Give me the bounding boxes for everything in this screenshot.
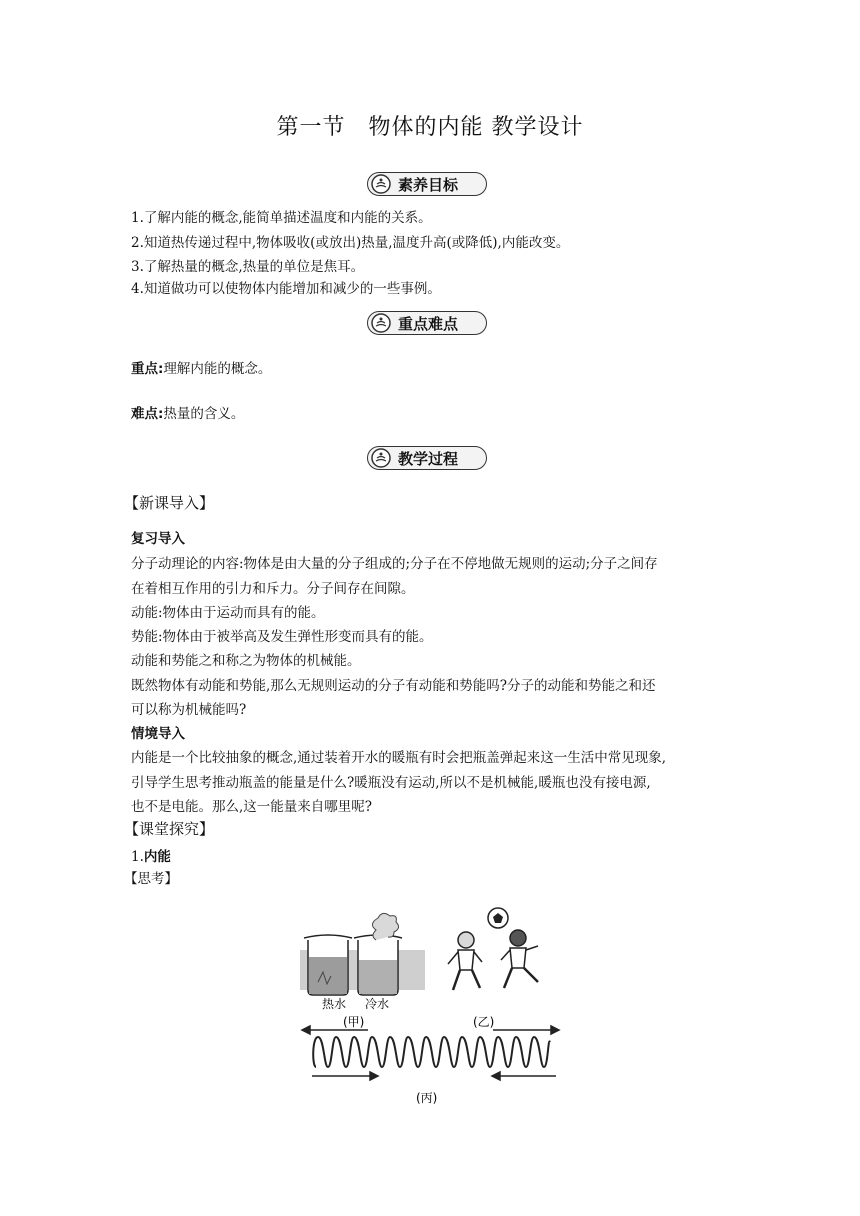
explore-header: 【课堂探究】	[124, 820, 215, 838]
difficulty	[131, 405, 244, 423]
new-lesson-header: 【新课导入】	[124, 494, 215, 512]
key-point	[131, 360, 271, 378]
badge-label: 素养目标	[398, 175, 459, 194]
item-title: 内能	[143, 849, 171, 865]
goal-item: 1.了解内能的概念,能简单描述温度和内能的关系。	[131, 210, 432, 226]
stretch-arrows-icon	[312, 1072, 556, 1080]
scenario-line: 也不是电能。那么,这一能量来自哪里呢?	[131, 799, 373, 815]
compression-arrows-icon	[302, 1026, 559, 1034]
player-kicking-icon	[448, 932, 482, 990]
think-label: 【思考】	[124, 871, 178, 887]
scenario-line: 内能是一个比较抽象的概念,通过装着开水的暖瓶有时会把瓶盖弹起来这一生活中常见现象,	[131, 750, 667, 766]
review-line: 可以称为机械能吗?	[131, 702, 247, 718]
scenario-line: 引导学生思考推动瓶盖的能量是什么?暖瓶没有运动,所以不是机械能,暖瓶也没有接电源,	[131, 775, 651, 791]
figure-illustration	[298, 902, 568, 1112]
review-line: 势能:物体由于被举高及发生弹性形变而具有的能。	[131, 629, 433, 645]
section-badge-key-points	[367, 311, 487, 335]
review-line: 动能:物体由于运动而具有的能。	[131, 605, 325, 621]
review-line: 既然物体有动能和势能,那么无规则运动的分子有动能和势能吗?分子的动能和势能之和还	[131, 678, 656, 694]
spring-coil-icon	[313, 1037, 550, 1067]
difficulty-label: 难点:	[131, 406, 164, 422]
goal-item: 4.知道做功可以使物体内能增加和减少的一些事例。	[131, 281, 441, 297]
key-point-text: 理解内能的概念。	[163, 361, 272, 377]
figure-internal-energy	[298, 902, 568, 1112]
explore-item	[131, 848, 171, 866]
review-line: 分子动理论的内容:物体是由大量的分子组成的;分子在不停地做无规则的运动;分子之间存	[131, 556, 658, 572]
badge-label: 重点难点	[398, 314, 459, 333]
review-line: 动能和势能之和称之为物体的机械能。	[131, 653, 361, 669]
goal-item: 3.了解热量的概念,热量的单位是焦耳。	[131, 259, 365, 275]
beaker-label: 热水	[322, 997, 347, 1011]
review-line: 在着相互作用的引力和斥力。分子间存在间隙。	[131, 581, 415, 597]
hot-water-beaker	[304, 935, 352, 995]
badge-label: 教学过程	[398, 449, 459, 468]
section-emblem-icon	[370, 447, 392, 469]
section-badge-process	[367, 446, 487, 470]
scenario-label: 情境导入	[131, 726, 185, 742]
page-title: 第一节 物体的内能 教学设计	[276, 115, 584, 140]
caption-b: (乙)	[473, 1015, 495, 1029]
beaker-label: 冷水	[365, 997, 390, 1011]
caption-a: (甲)	[343, 1015, 365, 1029]
item-number: 1.	[131, 849, 144, 865]
soccer-ball-icon	[488, 908, 508, 928]
player-running-icon	[501, 930, 538, 988]
section-badge-goals	[367, 172, 487, 196]
section-emblem-icon	[370, 312, 392, 334]
review-label: 复习导入	[131, 531, 185, 547]
key-point-label: 重点:	[131, 361, 164, 377]
difficulty-text: 热量的含义。	[163, 406, 245, 422]
section-emblem-icon	[370, 173, 392, 195]
goal-item: 2.知道热传递过程中,物体吸收(或放出)热量,温度升高(或降低),内能改变。	[131, 235, 570, 251]
cold-water-beaker	[354, 913, 402, 995]
caption-c: (丙)	[416, 1091, 438, 1105]
